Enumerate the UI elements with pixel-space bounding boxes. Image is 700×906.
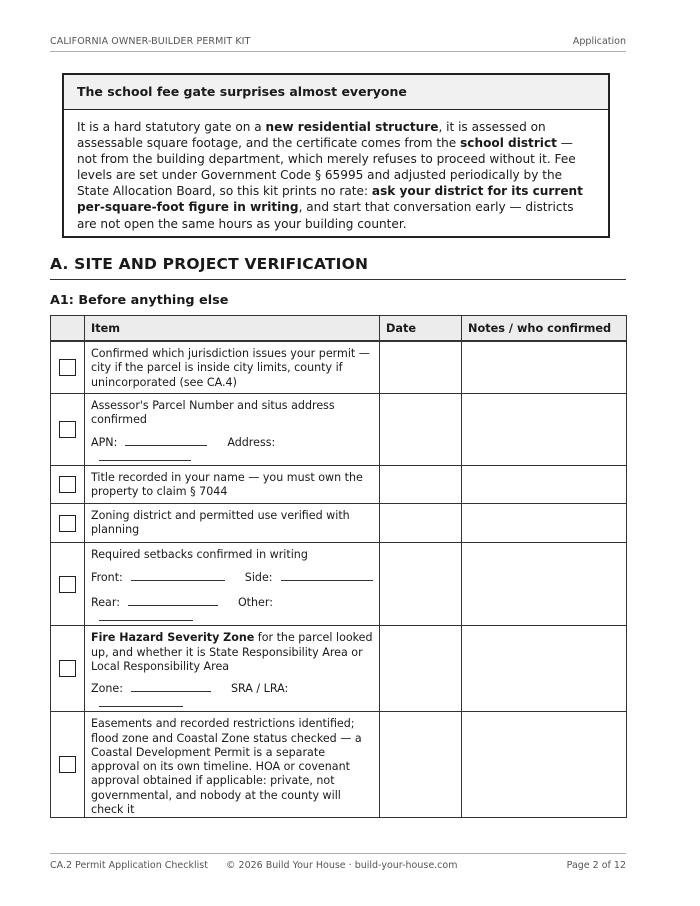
address-blank[interactable]	[99, 450, 191, 461]
section-heading: A. SITE AND PROJECT VERIFICATION	[50, 255, 369, 273]
fire-hazard-text: for the parcel looked up, and whether it is State Responsibility Area or Local Responsibility Area	[91, 631, 373, 673]
callout-bold-3: ask your district for its current per-square-foot figure in writing	[77, 184, 583, 215]
callout-text-1: It is a hard statutory gate on a	[77, 120, 266, 134]
parcel-number-checkbox[interactable]	[59, 421, 76, 438]
easements-item: Easements and recorded restrictions identified; flood zone and Coastal Zone status checked — a Coastal Development Permit is a separate approval on its own timeline. HOA or covenant approval obtained if applicable: private, not governmental, and nobody at the county will check it	[91, 717, 362, 817]
notes-cell[interactable]	[462, 712, 627, 818]
fire-hazard-zone-label: Fire Hazard Severity Zone	[91, 631, 255, 645]
notes-cell[interactable]	[462, 504, 627, 543]
front-side-fields	[85, 562, 379, 585]
header-kit-title: CALIFORNIA OWNER-BUILDER PERMIT KIT	[50, 36, 251, 47]
table-row	[51, 504, 627, 543]
table-header-row	[51, 316, 627, 342]
date-cell[interactable]	[380, 543, 462, 626]
notes-column-header: Notes / who confirmed	[462, 316, 627, 342]
notes-cell[interactable]	[462, 393, 627, 466]
date-cell[interactable]	[380, 504, 462, 543]
section-rule	[50, 279, 626, 280]
zone-blank[interactable]	[131, 681, 211, 692]
school-fee-callout	[62, 73, 610, 238]
date-cell[interactable]	[380, 466, 462, 504]
apn-address-fields	[85, 427, 379, 465]
date-cell[interactable]	[380, 393, 462, 466]
rear-other-fields	[85, 585, 379, 625]
page-footer	[50, 853, 626, 874]
callout-text-3: — not from the building department, which merely refuses to proceed without it. Fee levels are set under Government Code § 65995 and adjusted periodically by the State Allocation Board, so this kit prints no rate:	[77, 136, 576, 199]
front-label: Front:	[91, 571, 123, 585]
jurisdiction-checkbox[interactable]	[59, 359, 76, 376]
jurisdiction-item: Confirmed which jurisdiction issues your permit — city if the parcel is inside city limits, county if unincorporated (see CA.4)	[91, 347, 370, 389]
footer-copyright: © 2026 Build Your House · build-your-house.com	[226, 860, 458, 871]
callout-text-4: , and start that conversation early — districts are not open the same hours as your building counter.	[77, 200, 574, 231]
address-label: Address:	[227, 436, 276, 450]
side-blank[interactable]	[281, 570, 373, 581]
notes-cell[interactable]	[462, 466, 627, 504]
date-cell[interactable]	[380, 341, 462, 393]
sra-lra-blank[interactable]	[99, 696, 183, 707]
date-cell[interactable]	[380, 712, 462, 818]
zoning-checkbox[interactable]	[59, 515, 76, 532]
sra-lra-label: SRA / LRA:	[230, 682, 289, 696]
fire-hazard-checkbox[interactable]	[59, 660, 76, 677]
apn-label: APN:	[91, 436, 118, 450]
table-row	[51, 466, 627, 504]
apn-blank[interactable]	[125, 435, 207, 446]
callout-text-2: , it is assessed on assessable square footage, and the certificate comes from the	[77, 120, 546, 151]
footer-document-title: CA.2 Permit Application Checklist	[50, 860, 208, 871]
subsection-heading: A1: Before anything else	[50, 293, 229, 308]
date-cell[interactable]	[380, 626, 462, 712]
page-number: Page 2 of 12	[566, 860, 626, 871]
callout-title: The school fee gate surprises almost everyone	[64, 75, 608, 110]
notes-cell[interactable]	[462, 543, 627, 626]
setbacks-checkbox[interactable]	[59, 576, 76, 593]
callout-body	[64, 110, 608, 232]
front-blank[interactable]	[131, 570, 225, 581]
table-row	[51, 543, 627, 626]
side-label: Side:	[244, 571, 273, 585]
verification-checklist	[50, 315, 627, 818]
table-row	[51, 626, 627, 712]
other-label: Other:	[237, 596, 273, 610]
zone-label: Zone:	[91, 682, 123, 696]
date-column-header: Date	[380, 316, 462, 342]
table-row	[51, 712, 627, 818]
rear-label: Rear:	[91, 596, 120, 610]
rear-blank[interactable]	[128, 595, 218, 606]
setbacks-item: Required setbacks confirmed in writing	[91, 548, 308, 562]
zone-sra-fields	[85, 674, 379, 711]
table-row	[51, 393, 627, 466]
callout-bold-2: school district	[460, 136, 557, 151]
other-blank[interactable]	[99, 610, 193, 621]
callout-bold-1: new residential structure	[265, 120, 439, 134]
title-item: Title recorded in your name — you must own the property to claim § 7044	[91, 471, 363, 499]
notes-cell[interactable]	[462, 341, 627, 393]
parcel-number-item: Assessor's Parcel Number and situs address confirmed	[91, 398, 335, 426]
fire-hazard-item	[85, 626, 379, 674]
table-row	[51, 341, 627, 393]
easements-checkbox[interactable]	[59, 756, 76, 773]
running-header	[50, 36, 626, 52]
zoning-item: Zoning district and permitted use verified with planning	[91, 509, 350, 537]
item-column-header: Item	[85, 316, 380, 342]
title-checkbox[interactable]	[59, 476, 76, 493]
checkbox-column-header	[51, 316, 85, 342]
notes-cell[interactable]	[462, 626, 627, 712]
header-section-label: Application	[572, 36, 626, 47]
